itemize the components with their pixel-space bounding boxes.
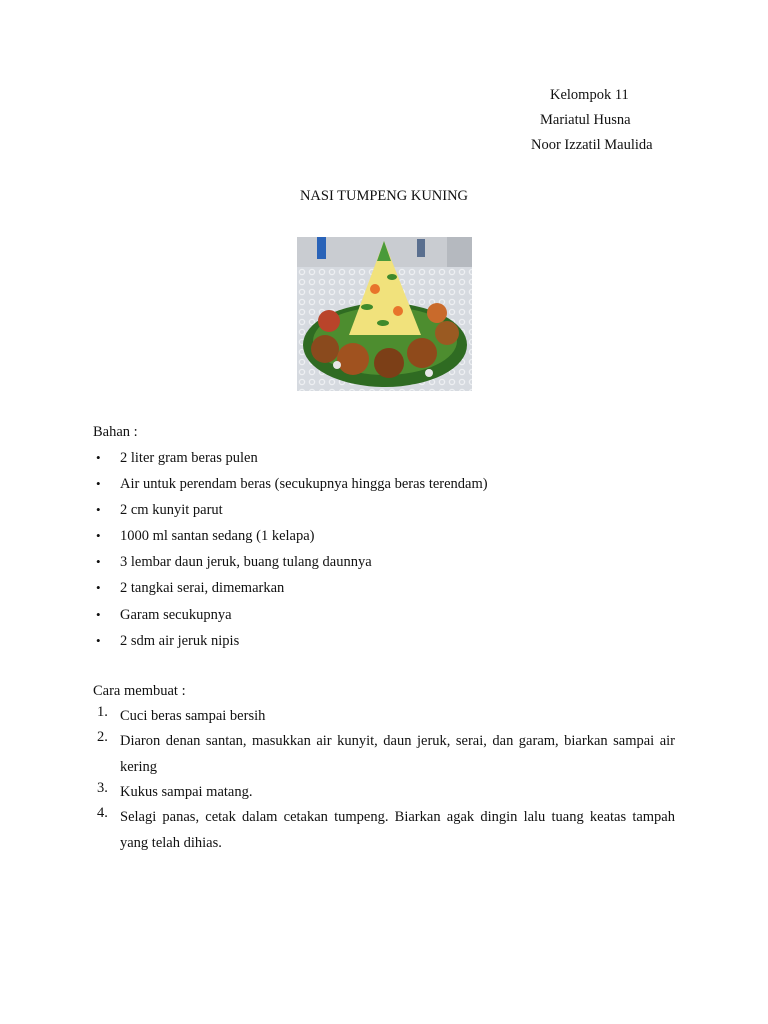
ingredient-text: 2 sdm air jeruk nipis <box>120 633 240 649</box>
bullet-icon: • <box>96 502 101 517</box>
member-name-2: Noor Izzatil Maulida <box>531 137 653 153</box>
step-text: Cuci beras sampai bersih <box>120 708 266 724</box>
ingredient-text: 1000 ml santan sedang (1 kelapa) <box>120 528 315 544</box>
member-name-1: Mariatul Husna <box>540 112 631 128</box>
ingredient-text: 2 liter gram beras pulen <box>120 450 258 466</box>
ingredient-text: Garam secukupnya <box>120 607 232 623</box>
bullet-icon: • <box>96 580 101 595</box>
bullet-icon: • <box>96 633 101 648</box>
bullet-icon: • <box>96 476 101 491</box>
step-number: 3. <box>97 780 108 796</box>
step-text: Kukus sampai matang. <box>120 784 253 800</box>
ingredient-text: Air untuk perendam beras (secukupnya hingga beras terendam) <box>120 476 488 492</box>
ingredient-text: 2 tangkai serai, dimemarkan <box>120 580 285 596</box>
method-heading: Cara membuat : <box>93 683 186 699</box>
ingredients-heading: Bahan : <box>93 424 138 440</box>
bullet-icon: • <box>96 554 101 569</box>
step-text: Diaron denan santan, masukkan air kunyit, daun jeruk, serai, dan garam, biarkan sampai air kering <box>120 733 675 775</box>
step-number: 2. <box>97 729 108 745</box>
page-title: NASI TUMPENG KUNING <box>299 188 469 204</box>
ingredient-text: 2 cm kunyit parut <box>120 502 223 518</box>
nasi-tumpeng-photo <box>297 237 472 391</box>
step-text: Selagi panas, cetak dalam cetakan tumpeng. Biarkan agak dingin lalu tuang keatas tampah yang telah dihias. <box>120 809 675 851</box>
ingredient-text: 3 lembar daun jeruk, buang tulang daunnya <box>120 554 372 570</box>
step-number: 4. <box>97 805 108 821</box>
group-label: Kelompok 11 <box>550 87 629 103</box>
bullet-icon: • <box>96 528 101 543</box>
bullet-icon: • <box>96 450 101 465</box>
step-number: 1. <box>97 704 108 720</box>
bullet-icon: • <box>96 607 101 622</box>
